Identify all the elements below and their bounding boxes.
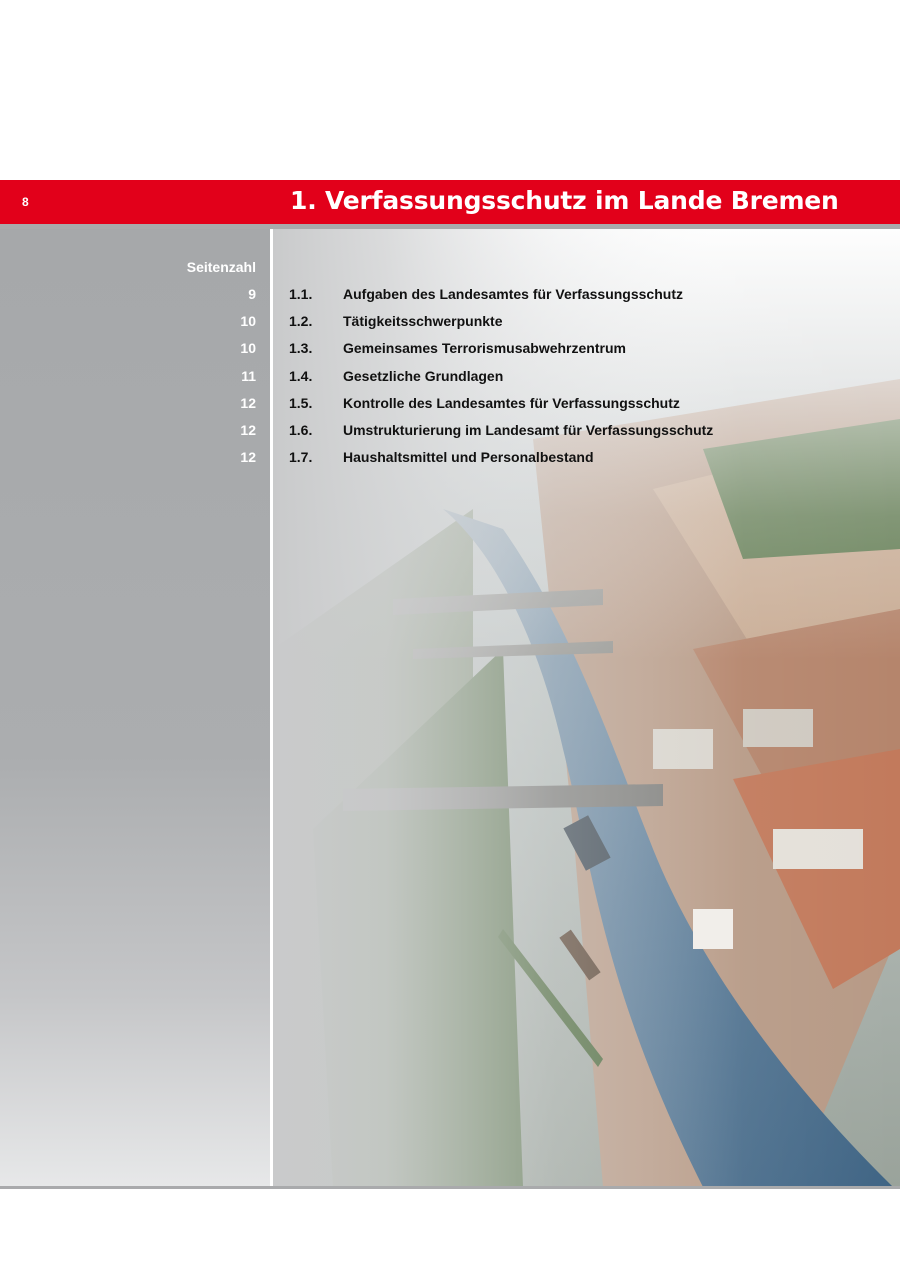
toc-section-number: 1.7.	[289, 449, 313, 466]
toc-section-number: 1.5.	[289, 394, 313, 411]
toc-section-title: Umstrukturierung im Landesamt für Verfassungsschutz	[343, 421, 714, 438]
toc-entry[interactable]	[0, 337, 900, 364]
toc-entry[interactable]	[0, 419, 900, 446]
toc-page-number: 10	[240, 340, 256, 357]
toc-entry[interactable]	[0, 446, 900, 473]
toc-section-title: Gesetzliche Grundlagen	[343, 367, 504, 384]
toc-section-number: 1.1.	[289, 286, 313, 302]
bottom-rule	[0, 1186, 900, 1189]
toc-entry[interactable]	[0, 310, 900, 337]
toc-section-number: 1.3.	[289, 340, 313, 357]
toc-page-number: 10	[240, 313, 256, 330]
toc-section-title: Kontrolle des Landesamtes für Verfassungsschutz	[343, 394, 680, 411]
toc-page-number: 11	[241, 367, 256, 384]
toc-section-title: Aufgaben des Landesamtes für Verfassungsschutz	[343, 286, 683, 302]
toc-entry[interactable]	[0, 283, 900, 310]
toc-page-number: 12	[240, 394, 256, 411]
toc-section-number: 1.4.	[289, 367, 313, 384]
toc-section-title: Gemeinsames Terrorismusabwehrzentrum	[343, 340, 626, 357]
toc-entry[interactable]	[0, 392, 900, 419]
page-number: 8	[22, 195, 29, 209]
toc-section-number: 1.2.	[289, 313, 313, 330]
table-of-contents	[0, 283, 900, 473]
toc-page-number: 12	[240, 421, 256, 438]
toc-page-number: 9	[248, 286, 256, 302]
toc-entry[interactable]	[0, 365, 900, 392]
toc-section-title: Haushaltsmittel und Personalbestand	[343, 449, 594, 466]
page-column-label: Seitenzahl	[186, 259, 256, 275]
toc-page-number: 12	[240, 449, 256, 466]
toc-section-number: 1.6.	[289, 421, 313, 438]
toc-section-title: Tätigkeitsschwerpunkte	[343, 313, 503, 330]
chapter-title: 1. Verfassungsschutz im Lande Bremen	[290, 186, 839, 215]
